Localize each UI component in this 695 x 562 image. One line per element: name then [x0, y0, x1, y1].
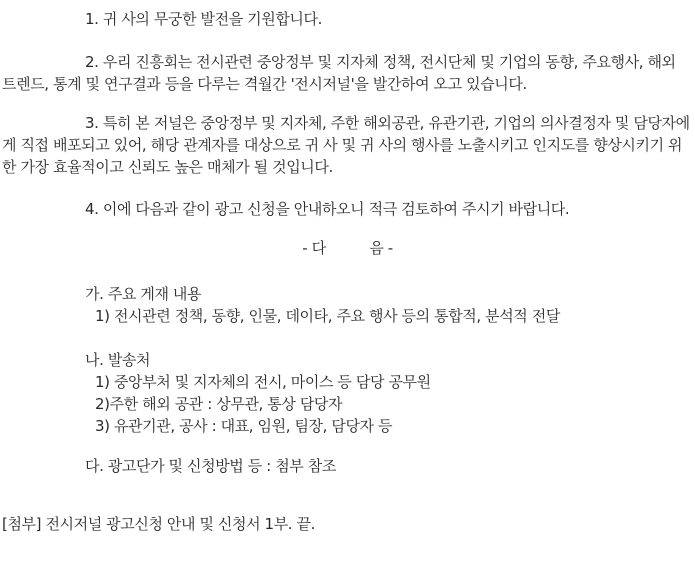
paragraph-1: 1. 귀 사의 무궁한 발전을 기원합니다. — [85, 10, 322, 28]
section-ga-item: 1) 전시관련 정책, 동향, 인물, 데이타, 주요 행사 등의 통합적, 분석적 전달 — [95, 307, 560, 325]
section-divider: - 다 음 - — [302, 239, 393, 257]
paragraph-3: 3. 특히 본 저널은 중앙정부 및 지자체, 주한 해외공관, 유관기관, 기업의 의사결정자 및 담당자에게 직접 배포되고 있어, 해당 관계자를 대상으로 귀 사 및 귀 사의 행사를 노출시키고 인지도를 향상시키기 위한 가장 효율적이고 신뢰도 높은 매체가 될 것입니다. — [2, 114, 690, 176]
section-na-item: 1) 중앙부처 및 지자체의 전시, 마이스 등 담당 공무원 — [95, 373, 431, 391]
section-na — [85, 349, 693, 437]
section-na-item: 3) 유관기관, 공사 : 대표, 임원, 팀장, 담당자 등 — [95, 417, 393, 435]
section-da-line: 다. 광고단가 및 신청방법 등 : 첨부 참조 — [85, 457, 336, 475]
paragraph-4: 4. 이에 다음과 같이 광고 신청을 안내하오니 적극 검토하여 주시기 바랍니다. — [85, 200, 570, 218]
section-na-heading: 나. 발송처 — [85, 351, 151, 369]
section-na-item: 2)주한 해외 공관 : 상무관, 통상 담당자 — [95, 395, 343, 413]
attachment-note: [첨부] 전시저널 광고신청 안내 및 신청서 1부. 끝. — [2, 515, 315, 533]
section-ga-heading: 가. 주요 게재 내용 — [85, 285, 202, 303]
paragraph-2: 2. 우리 진흥회는 전시관련 중앙정부 및 지자체 정책, 전시단체 및 기업의 동향, 주요행사, 해외 트렌드, 통계 및 연구결과 등을 다루는 격월간 '전시저널'을 발간하여 오고 있습니다. — [2, 53, 676, 93]
section-ga — [85, 283, 693, 327]
